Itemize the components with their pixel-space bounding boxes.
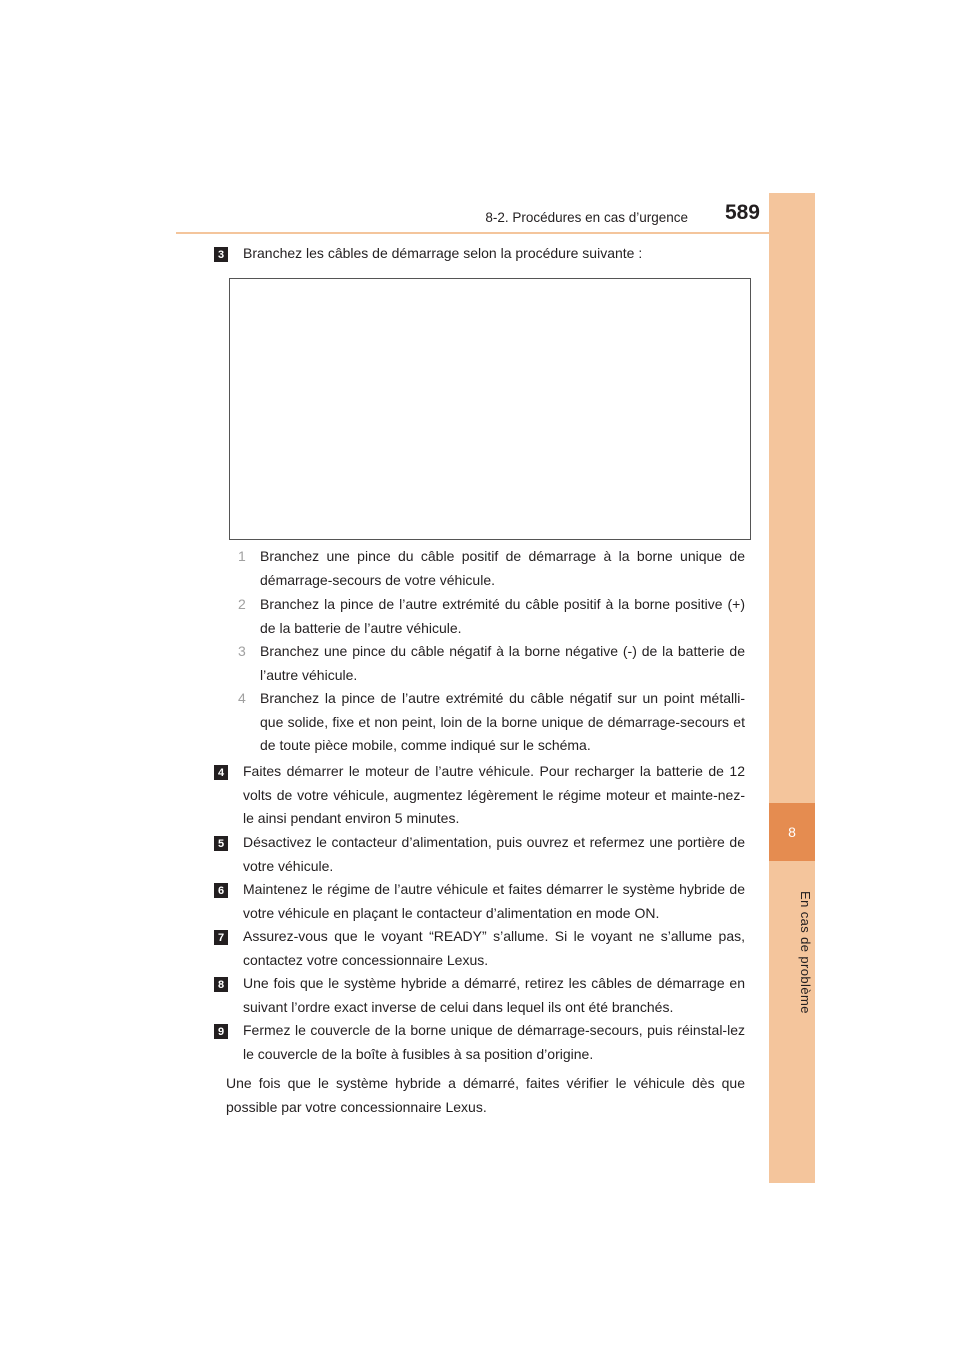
substep-number: 1: [238, 548, 246, 564]
section-title: 8-2. Procédures en cas d’urgence: [485, 210, 688, 225]
step-number-badge: 5: [214, 836, 228, 851]
step-number-badge: 4: [214, 765, 228, 780]
substep-number: 3: [238, 643, 246, 659]
step-text: Fermez le couvercle de la borne unique de démarrage-secours, puis réinstal-lez le couvercle de la boîte à fusibles à sa position d’origine.: [243, 1022, 745, 1062]
step-number-badge: 9: [214, 1024, 228, 1039]
step-text: Désactivez le contacteur d’alimentation, puis ouvrez et refermez une portière de votre véhicule.: [243, 834, 745, 874]
step-text: Une fois que le système hybride a démarré, retirez les câbles de démarrage en suivant l’ordre exact inverse de celui dans lequel ils ont été branchés.: [243, 975, 745, 1015]
step-text: Assurez-vous que le voyant “READY” s’allume. Si le voyant ne s’allume pas, contactez votre concessionnaire Lexus.: [243, 928, 745, 968]
header-divider: [176, 232, 815, 234]
substep-text: Branchez une pince du câble positif de démarrage à la borne unique de démarrage-secours de votre véhicule.: [260, 548, 745, 588]
substep-text: Branchez une pince du câble négatif à la borne négative (-) de la batterie de l’autre véhicule.: [260, 643, 745, 683]
substep-text: Branchez la pince de l’autre extrémité du câble positif à la borne positive (+) de la batterie de l’autre véhicule.: [260, 596, 745, 636]
substep-number: 4: [238, 690, 246, 706]
substep-number: 2: [238, 596, 246, 612]
chapter-title-vertical: [771, 872, 813, 1032]
step-number-badge: 6: [214, 883, 228, 898]
closing-note: Une fois que le système hybride a démarré, faites vérifier le véhicule dès que possible par votre concessionnaire Lexus.: [226, 1075, 745, 1115]
step-number-badge: 3: [214, 247, 228, 262]
step-text: Maintenez le régime de l’autre véhicule et faites démarrer le système hybride de votre véhicule en plaçant le contacteur d’alimentation en mode ON.: [243, 881, 745, 921]
chapter-number: 8: [788, 824, 796, 840]
substep-text: Branchez la pince de l’autre extrémité du câble négatif sur un point métalli-que solide, fixe et non peint, loin de la borne unique de démarrage-secours et de toute pièce mobile, comme indiqué sur le schéma.: [260, 690, 745, 753]
step-text: Faites démarrer le moteur de l’autre véhicule. Pour recharger la batterie de 12 volts de votre véhicule, augmentez légèrement le régime moteur et mainte-nez-le ainsi pendant environ 5 minutes.: [243, 763, 745, 826]
step-number-badge: 7: [214, 930, 228, 945]
chapter-side-tab: [769, 193, 815, 1183]
jump-start-diagram-frame: [229, 278, 751, 540]
step-number-badge: 8: [214, 977, 228, 992]
page-number: 589: [724, 201, 760, 224]
chapter-number-tab: [769, 803, 815, 861]
chapter-title: En cas de problème: [798, 890, 813, 1014]
step-text: Branchez les câbles de démarrage selon la procédure suivante :: [243, 245, 643, 261]
